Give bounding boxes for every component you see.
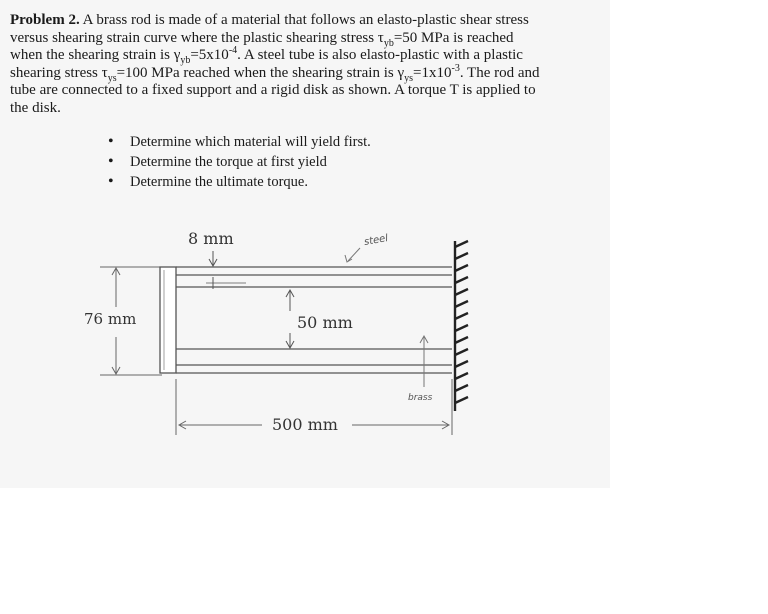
task-item: • Determine the torque at first yield xyxy=(108,152,371,172)
rigid-disk xyxy=(160,267,176,373)
superscript: -3 xyxy=(451,62,460,74)
problem-line-4-val: =1x10 xyxy=(413,64,452,81)
shaft-drawing xyxy=(0,215,520,445)
problem-line-5: tube are connected to a fixed support and a rigid disk as shown. A torque T is applied to xyxy=(10,82,536,99)
subscript: ys xyxy=(404,72,414,84)
subscript: ys xyxy=(107,72,117,84)
problem-line-2: versus shearing strain curve where the plastic shearing stress τ xyxy=(10,29,384,46)
dim-76mm-label: 76 mm xyxy=(84,310,137,328)
problem-line-1: A brass rod is made of a material that follows an elasto-plastic shear stress xyxy=(82,12,529,28)
problem-line-4-end: . The rod and xyxy=(459,64,540,81)
shaft-figure xyxy=(0,215,520,445)
dim-50-arrow xyxy=(286,290,294,348)
superscript: -4 xyxy=(228,45,238,57)
brass-label: brass xyxy=(408,393,433,403)
problem-line-2-end: =50 MPa is reached xyxy=(393,29,514,46)
fixed-support xyxy=(455,241,468,411)
task-item: • Determine the ultimate torque. xyxy=(108,172,371,192)
problem-line-4: shearing stress τ xyxy=(10,64,108,81)
dim-8-arrow xyxy=(206,251,246,289)
subscript: yb xyxy=(180,55,191,67)
steel-label: steel xyxy=(363,232,389,249)
task-list xyxy=(108,132,371,192)
problem-line-6: the disk. xyxy=(10,99,61,116)
problem-statement xyxy=(10,12,580,118)
problem-line-3: when the shearing strain is γ xyxy=(10,47,181,64)
subscript: yb xyxy=(383,37,394,49)
dim-500mm-label: 500 mm xyxy=(272,415,338,434)
dim-8mm-label: 8 mm xyxy=(188,229,234,248)
problem-line-3-end: . A steel tube is also elasto-plastic with a plastic xyxy=(237,47,523,64)
problem-number: Problem 2. xyxy=(10,12,80,28)
problem-line-4-mid: =100 MPa reached when the shearing strain is γ xyxy=(116,64,405,81)
dim-50mm-label: 50 mm xyxy=(297,313,353,332)
task-item: • Determine which material will yield first. xyxy=(108,132,371,152)
problem-line-3-mid: =5x10 xyxy=(190,47,229,64)
